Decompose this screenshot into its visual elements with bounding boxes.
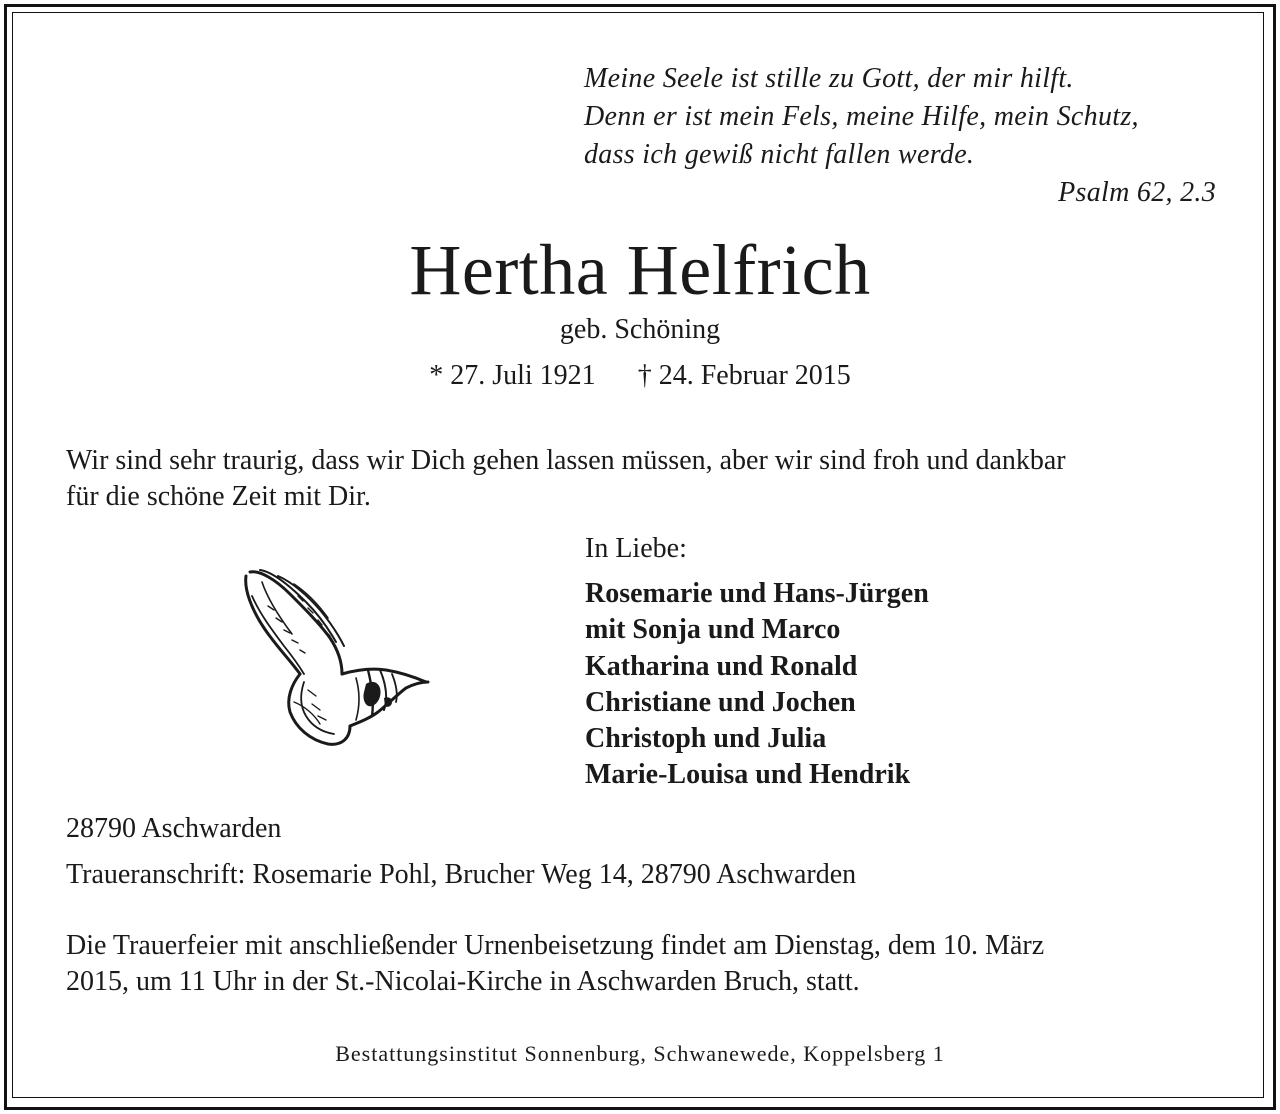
birth-date: * 27. Juli 1921	[429, 360, 596, 391]
ceremony-notice	[66, 928, 1226, 1000]
maiden-name: geb. Schöning	[559, 314, 721, 345]
death-date: † 24. Februar 2015	[637, 360, 851, 391]
place-of-residence: 28790 Aschwarden	[66, 813, 282, 844]
deceased-name: Hertha Helfrich	[409, 230, 871, 310]
mourning-address: Traueranschrift: Rosemarie Pohl, Brucher Weg 14, 28790 Aschwarden	[66, 859, 857, 890]
message-line: für die schöne Zeit mit Dir.	[66, 481, 371, 512]
list-item: Marie-Louisa und Hendrik	[585, 759, 911, 791]
psalm-line: dass ich gewiß nicht fallen werde.	[584, 139, 975, 170]
psalm-line: Meine Seele ist stille zu Gott, der mir hilft.	[584, 63, 1074, 94]
list-item: Rosemarie und Hans-Jürgen	[585, 578, 929, 609]
psalm-line: Denn er ist mein Fels, meine Hilfe, mein Schutz,	[584, 101, 1139, 132]
ceremony-line: 2015, um 11 Uhr in der St.-Nicolai-Kirche in Aschwarden Bruch, statt.	[66, 966, 860, 997]
psalm-reference: Psalm 62, 2.3	[1058, 177, 1216, 208]
psalm-quote	[584, 60, 1216, 212]
list-item: mit Sonja und Marco	[585, 614, 841, 646]
praying-hands-icon	[238, 566, 434, 756]
mourners-list	[585, 576, 929, 794]
life-dates	[0, 358, 1280, 394]
message-line: Wir sind sehr traurig, dass wir Dich gehen lassen müssen, aber wir sind froh und dankbar	[66, 445, 1066, 476]
ceremony-line: Die Trauerfeier mit anschließender Urnenbeisetzung findet am Dienstag, dem 10. März	[66, 930, 1045, 961]
undertaker-footer: Bestattungsinstitut Sonnenburg, Schwanewede, Koppelsberg 1	[335, 1041, 945, 1066]
mourners-intro: In Liebe:	[585, 533, 687, 564]
list-item: Katharina und Ronald	[585, 650, 858, 682]
list-item: Christoph und Julia	[585, 723, 827, 755]
mourning-message	[66, 443, 1226, 515]
list-item: Christiane und Jochen	[585, 686, 856, 718]
